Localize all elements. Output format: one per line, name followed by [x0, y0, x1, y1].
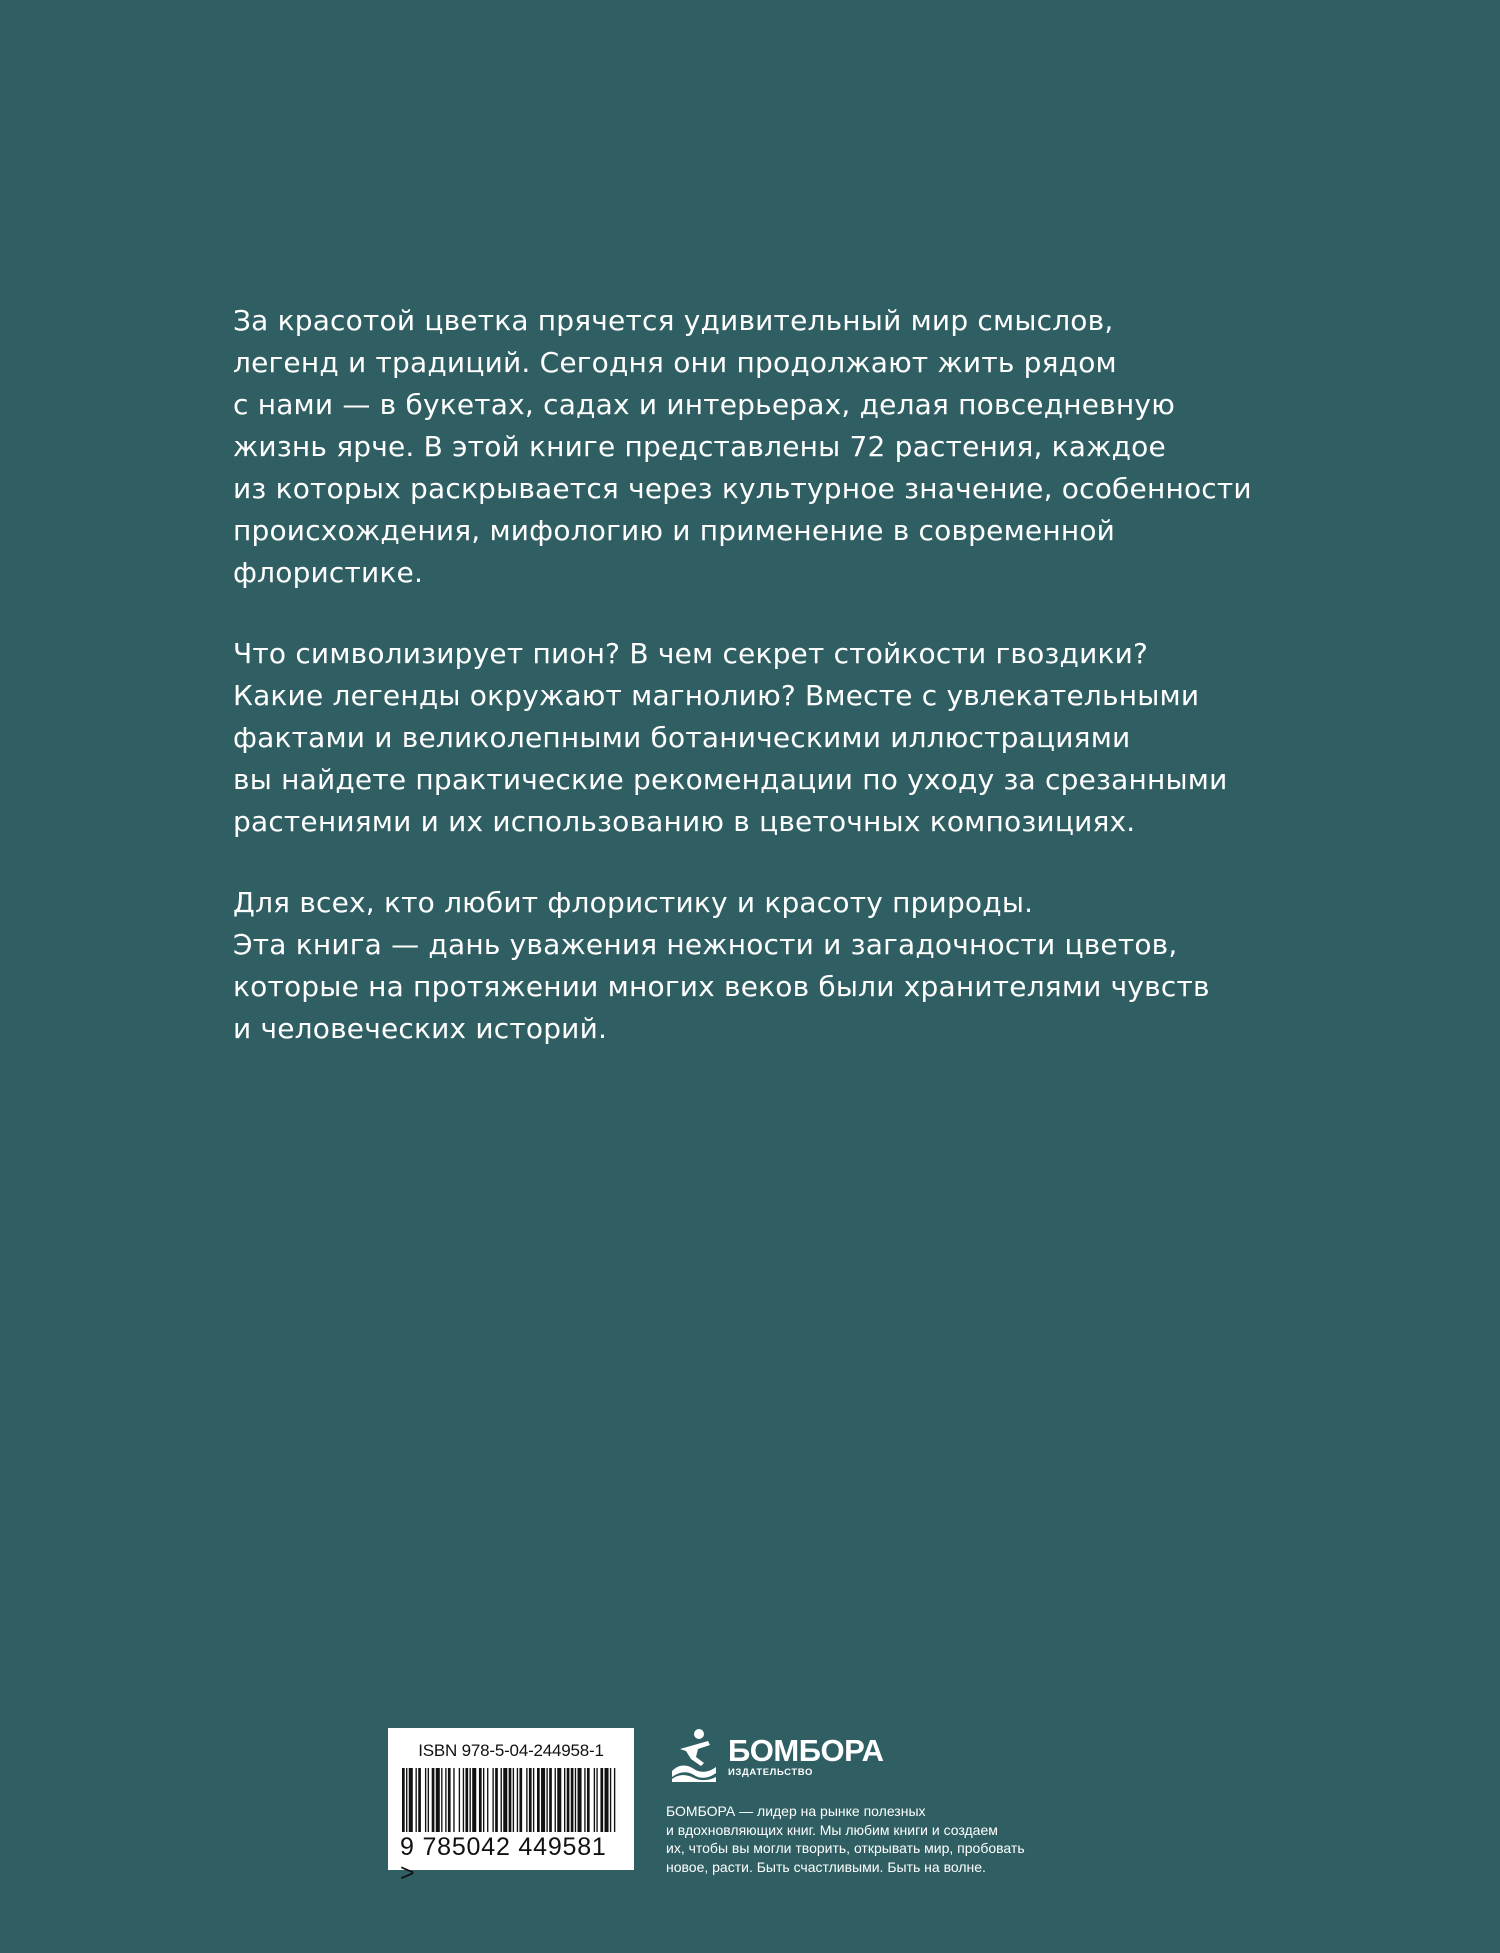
blurb-line: из которых раскрывается через культурное значение, особенности — [233, 472, 1252, 505]
isbn-label: ISBN 978-5-04-244958-1 — [418, 1741, 604, 1760]
blurb-line: Для всех, кто любит флористику и красоту природы. — [233, 886, 1034, 919]
publisher-block — [666, 1728, 1086, 1876]
barcode-digits: 9 785042 449581 > — [400, 1833, 607, 1887]
barcode-bars — [400, 1768, 622, 1832]
blurb-line: За красотой цветка прячется удивительный мир смыслов, — [233, 304, 1114, 337]
blurb-line: флористике. — [233, 556, 424, 589]
blurb-line: жизнь ярче. В этой книге представлены 72 растения, каждое — [233, 430, 1166, 463]
blurb-line: и человеческих историй. — [233, 1012, 608, 1045]
back-cover-blurb — [233, 300, 1253, 1089]
blurb-line: вы найдете практические рекомендации по уходу за срезанными — [233, 763, 1228, 796]
blurb-line: происхождения, мифологию и применение в современной — [233, 514, 1116, 547]
blurb-paragraph-3 — [233, 882, 1253, 1050]
blurb-line: с нами — в букетах, садах и интерьерах, делая повседневную — [233, 388, 1175, 421]
publisher-description-line: их, чтобы вы могли творить, открывать мир, пробовать — [666, 1840, 1025, 1856]
blurb-line: Что символизирует пион? В чем секрет стойкости гвоздики? — [233, 637, 1149, 670]
isbn-barcode — [388, 1728, 634, 1887]
blurb-line: которые на протяжении многих веков были хранителями чувств — [233, 970, 1210, 1003]
blurb-line: растениями и их использованию в цветочных композициях. — [233, 805, 1136, 838]
publisher-description-line: новое, расти. Быть счастливыми. Быть на волне. — [666, 1858, 986, 1875]
publisher-logo — [666, 1728, 1086, 1786]
publisher-name: БОМБОРА — [728, 1733, 884, 1768]
publisher-description-line: БОМБОРА — лидер на рынке полезных — [666, 1803, 926, 1819]
blurb-line: Какие легенды окружают магнолию? Вместе с увлекательными — [233, 679, 1200, 712]
surfer-on-wave-icon — [666, 1727, 722, 1787]
blurb-line: фактами и великолепными ботаническими иллюстрациями — [233, 721, 1131, 754]
blurb-line: легенд и традиций. Сегодня они продолжают жить рядом — [233, 346, 1117, 379]
blurb-paragraph-2 — [233, 633, 1253, 843]
blurb-paragraph-1 — [233, 300, 1253, 594]
blurb-line: Эта книга — дань уважения нежности и загадочности цветов, — [233, 928, 1178, 961]
publisher-subtitle: ИЗДАТЕЛЬСТВО — [728, 1767, 813, 1778]
publisher-description-line: и вдохновляющих книг. Мы любим книги и создаем — [666, 1821, 998, 1838]
publisher-description — [666, 1802, 1086, 1876]
